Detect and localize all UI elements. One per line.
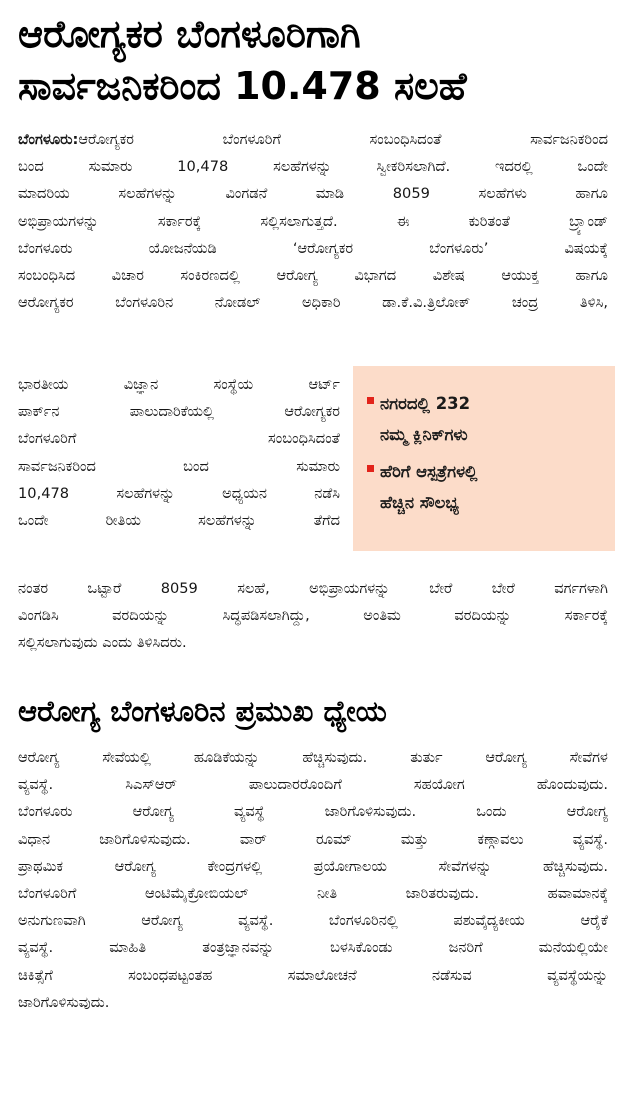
article-line: 10,478 ಸಲಹೆಗಳನ್ನು ಅಧ್ಯಯನ ನಡೆಸಿ bbox=[18, 484, 340, 502]
highlight-item-line: ಹೆಚ್ಚಿನ ಸೌಲಭ್ಯ bbox=[380, 493, 459, 512]
section-line: ವ್ಯವಸ್ಥೆ. ಮಾಹಿತಿ ತಂತ್ರಜ್ಞಾನವನ್ನು ಬಳಸಿಕೊಂಡು ಜನರಿಗೆ ಮನೆಯಲ್ಲಿಯೇ bbox=[18, 939, 608, 957]
highlight-item bbox=[367, 456, 603, 518]
article-line: ಸಾರ್ವಜನಿಕರಿಂದ ಬಂದ ಸುಮಾರು bbox=[18, 457, 340, 475]
article-line: ಅಭಿಪ್ರಾಯಗಳನ್ನು ಸರ್ಕಾರಕ್ಕೆ ಸಲ್ಲಿಸಲಾಗುತ್ತದೆ. ಈ ಕುರಿತಂತೆ ಬ್ರ್ಯಾಂಡ್ bbox=[18, 212, 608, 230]
headline-line-1: ಆರೋಗ್ಯಕರ ಬೆಂಗಳೂರಿಗಾಗಿ bbox=[18, 12, 361, 56]
headline-line-2: ಸಾರ್ವಜನಿಕರಿಂದ 10.478 ಸಲಹೆ bbox=[18, 64, 467, 108]
section-line: ಆರೋಗ್ಯ ಸೇವೆಯಲ್ಲಿ ಹೂಡಿಕೆಯನ್ನು ಹೆಚ್ಚಿಸುವುದು. ತುರ್ತು ಆರೋಗ್ಯ ಸೇವೆಗಳ bbox=[18, 749, 608, 766]
article-line: ನಂತರ ಒಟ್ಟಾರೆ 8059 ಸಲಹೆ, ಅಭಿಪ್ರಾಯಗಳನ್ನು ಬೇರೆ ಬೇರೆ ವರ್ಗಗಳಾಗಿ bbox=[18, 580, 608, 597]
article-line: ಆರೋಗ್ಯಕರ ಬೆಂಗಳೂರಿನ ನೋಡಲ್ ಅಧಿಕಾರಿ ಡಾ.ಕೆ.ವಿ.ತ್ರಿಲೋಕ್ ಚಂದ್ರ ತಿಳಿಸಿ, bbox=[18, 294, 608, 312]
section-line: ಪ್ರಾಥಮಿಕ ಆರೋಗ್ಯ ಕೇಂದ್ರಗಳಲ್ಲಿ ಪ್ರಯೋಗಾಲಯ ಸೇವೆಗಳನ್ನು ಹೆಚ್ಚಿಸುವುದು. bbox=[18, 857, 608, 875]
section-line: ಬೆಂಗಳೂರು ಆರೋಗ್ಯ ವ್ಯವಸ್ಥೆ ಜಾರಿಗೊಳಿಸುವುದು. ಒಂದು ಆರೋಗ್ಯ bbox=[18, 803, 608, 821]
section-line: ಚಿಕಿತ್ಸೆಗೆ ಸಂಬಂಧಪಟ್ಟಂತಹ ಸಮಾಲೋಚನೆ ನಡೆಸುವ ವ್ಯವಸ್ಥೆಯನ್ನು bbox=[18, 966, 608, 984]
highlight-box bbox=[353, 366, 615, 551]
article-body-top bbox=[18, 126, 608, 316]
bullet-square-icon bbox=[367, 397, 374, 404]
highlight-item bbox=[367, 388, 603, 450]
highlight-item-line: ನಮ್ಮ ಕ್ಲಿನಿಕ್‌ಗಳು bbox=[380, 425, 468, 444]
dateline: ಬೆಂಗಳೂರು: bbox=[18, 131, 79, 148]
article-line: ಒಂದೇ ರೀತಿಯ ಸಲಹೆಗಳನ್ನು ತೆಗೆದ bbox=[18, 512, 340, 530]
article-line: ಸಲ್ಲಿಸಲಾಗುವುದು ಎಂದು ತಿಳಿಸಿದರು. bbox=[18, 634, 187, 652]
highlight-item-line: ನಗರದಲ್ಲಿ 232 bbox=[380, 394, 471, 413]
article-line: ಭಾರತೀಯ ವಿಜ್ಞಾನ ಸಂಸ್ಥೆಯ ಆರ್ಟ್ bbox=[18, 376, 340, 393]
section-body bbox=[18, 744, 608, 1016]
article-line: ಬೆಂಗಳೂರು ಯೋಜನೆಯಡಿ ‘ಆರೋಗ್ಯಕರ ಬೆಂಗಳೂರು’ ವಿಷಯಕ್ಕೆ bbox=[18, 239, 608, 257]
article-line: ಸಂಬಂಧಿಸಿದ ವಿಚಾರ ಸಂಕಿರಣದಲ್ಲಿ ಆರೋಗ್ಯ ವಿಭಾಗದ ವಿಶೇಷ ಆಯುಕ್ತ ಹಾಗೂ bbox=[18, 267, 608, 285]
article-line: ಪಾರ್ಕ್‌ನ ಪಾಲುದಾರಿಕೆಯಲ್ಲಿ ಆರೋಗ್ಯಕರ bbox=[18, 403, 340, 421]
highlight-item-line: ಹೆರಿಗೆ ಆಸ್ಪತ್ರೆಗಳಲ್ಲಿ bbox=[380, 462, 478, 481]
article-line: ಬಂದ ಸುಮಾರು 10,478 ಸಲಹೆಗಳನ್ನು ಸ್ವೀಕರಿಸಲಾಗಿದೆ. ಇದರಲ್ಲಿ ಒಂದೇ bbox=[18, 158, 608, 176]
section-line: ಜಾರಿಗೊಳಿಸುವುದು. bbox=[18, 993, 110, 1011]
section-line: ಬೆಂಗಳೂರಿಗೆ ಆಂಟಿಮೈಕ್ರೋಬಿಯಲ್ ನೀತಿ ಜಾರಿತರುವುದು. ಹವಾಮಾನಕ್ಕೆ bbox=[18, 885, 608, 903]
section-title: ಆರೋಗ್ಯ ಬೆಂಗಳೂರಿನ ಪ್ರಮುಖ ಧ್ಯೇಯ bbox=[18, 694, 387, 728]
article-line: ಬೆಂಗಳೂರಿಗೆ ಸಂಬಂಧಿಸಿದಂತೆ bbox=[18, 430, 340, 448]
bullet-square-icon bbox=[367, 465, 374, 472]
article-line: ಮಾದರಿಯ ಸಲಹೆಗಳನ್ನು ವಿಂಗಡನೆ ಮಾಡಿ 8059 ಸಲಹೆಗಳು ಹಾಗೂ bbox=[18, 185, 608, 203]
article-line-text: ಆರೋಗ್ಯಕರ ಬೆಂಗಳೂರಿಗೆ ಸಂಬಂಧಿಸಿದಂತೆ ಸಾರ್ವಜನಿಕರಿಂದ bbox=[78, 131, 608, 148]
article-line: ವಿಂಗಡಿಸಿ ವರದಿಯನ್ನು ಸಿದ್ಧಪಡಿಸಲಾಗಿದ್ದು, ಅಂತಿಮ ವರದಿಯನ್ನು ಸರ್ಕಾರಕ್ಕೆ bbox=[18, 607, 608, 625]
section-line: ವ್ಯವಸ್ಥೆ. ಸಿಎಸ್ಆರ್ ಪಾಲುದಾರರೊಂದಿಗೆ ಸಹಯೋಗ ಹೊಂದುವುದು. bbox=[18, 776, 608, 794]
article-line bbox=[18, 126, 608, 153]
article-body-narrow bbox=[18, 371, 340, 534]
section-line: ವಿಧಾನ ಜಾರಿಗೊಳಿಸುವುದು. ವಾರ್ ರೂಮ್ ಮತ್ತು ಕಣ್ಗಾವಲು ವ್ಯವಸ್ಥೆ. bbox=[18, 830, 608, 848]
article-body-bottom bbox=[18, 575, 608, 657]
section-line: ಅನುಗುಣವಾಗಿ ಆರೋಗ್ಯ ವ್ಯವಸ್ಥೆ. ಬೆಂಗಳೂರಿನಲ್ಲಿ ಪಶುವೈದ್ಯಕೀಯ ಆರೈಕೆ bbox=[18, 912, 608, 930]
headline bbox=[18, 8, 613, 112]
